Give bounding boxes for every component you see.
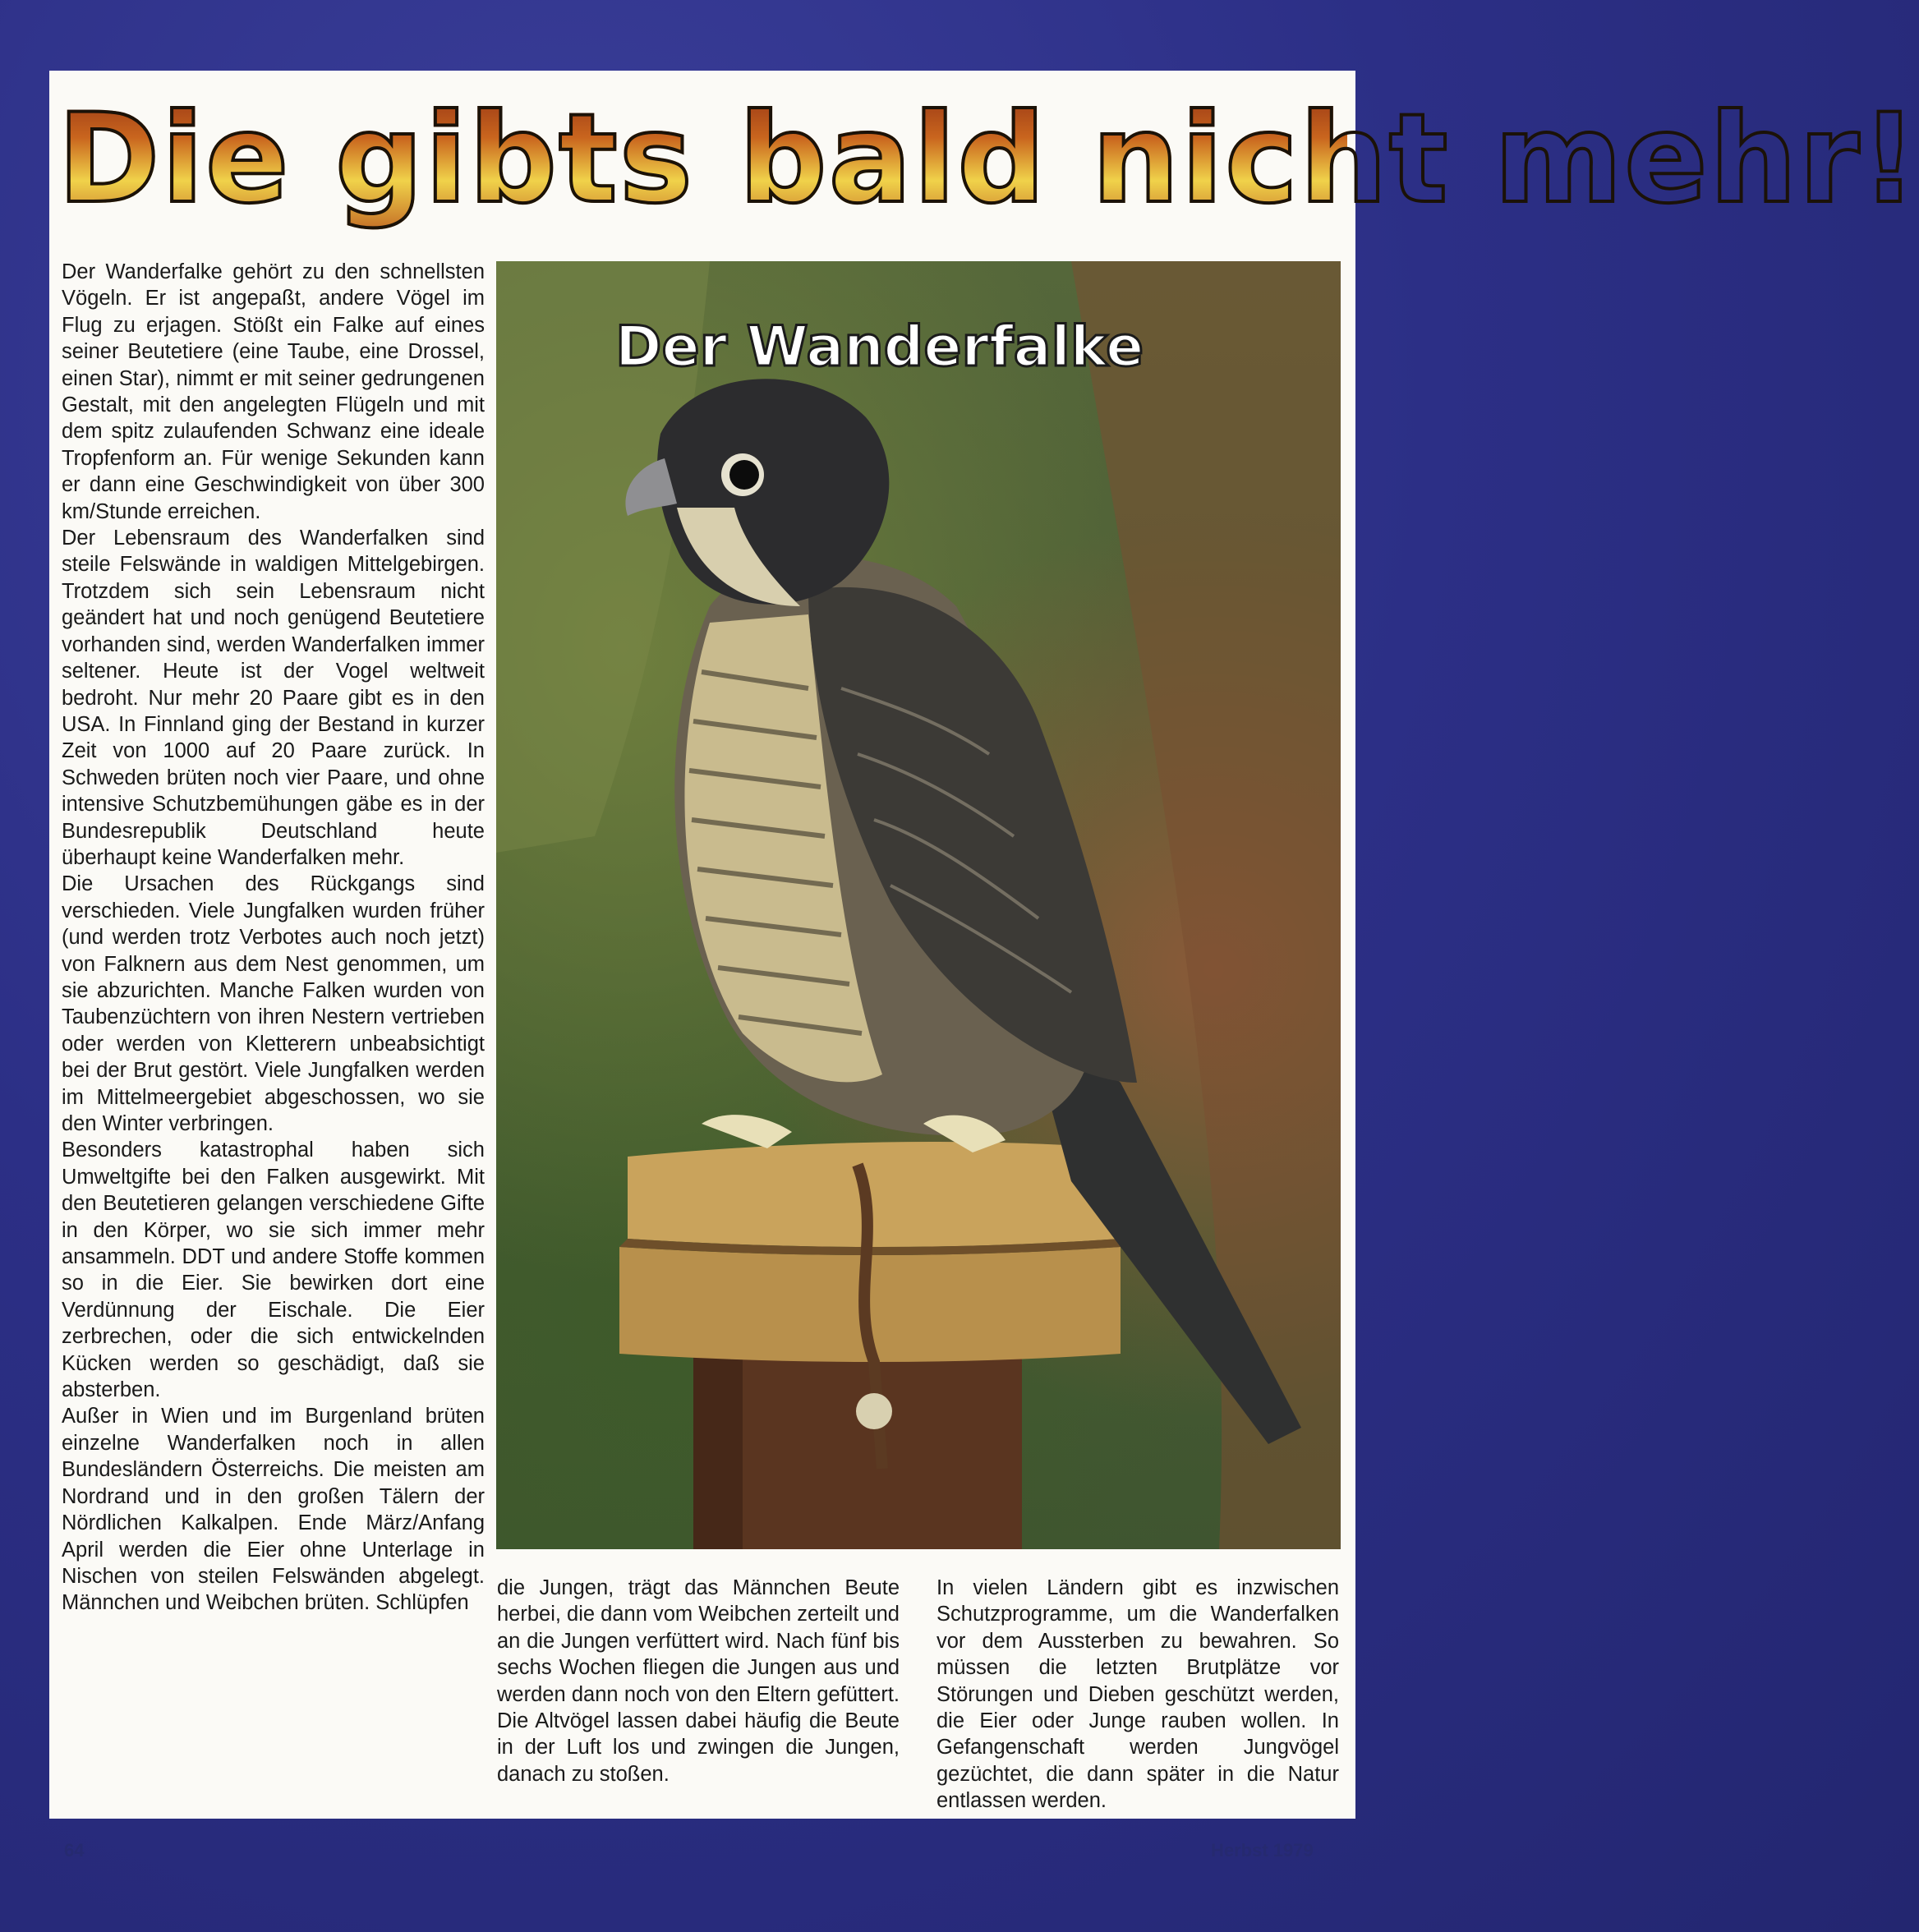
magazine-page <box>49 71 1919 1819</box>
photo-caption: Der Wanderfalke <box>615 315 1144 380</box>
article-column-2: die Jungen, trägt das Männchen Beute herbei, die dann vom Weibchen zerteilt und an die Jungen verfüttert wird. Nach fünf bis sechs Wochen fliegen die Jungen aus und werden dann noch von den Eltern gefüttert. Die Altvögel lassen dabei häufig die Beute in der Luft los und zwingen die Jungen, danach zu stoßen. <box>497 1576 900 1786</box>
falcon-photo <box>496 261 1341 1549</box>
page-number: 64 <box>64 1840 85 1861</box>
issue-date: Herbst 1979 <box>1211 1840 1314 1861</box>
falcon-illustration <box>496 261 1341 1549</box>
headline: Die gibts bald nicht mehr! <box>58 77 1347 250</box>
article-column-3: In vielen Ländern gibt es inzwischen Schutzprogramme, um die Wanderfalken vor dem Aussterben zu bewahren. So müssen die letzten Brutplätze vor Störungen und Dieben geschützt werden, die Eier oder Junge rauben wollen. In Gefangenschaft werden Jungvögel gezüchtet, die dann später in die Natur entlassen werden. <box>936 1576 1339 1813</box>
article-column-1: Der Wanderfalke gehört zu den schnellsten Vögeln. Er ist angepaßt, andere Vögel im Flug zu erjagen. Stößt ein Falke auf eines seiner Beutetiere (eine Taube, eine Drossel, einen Star), nimmt er mit seiner gedrungenen Gestalt, mit den angelegten Flügeln und mit dem spitz zulaufenden Schwanz eine ideale Tropfenform an. Für wenige Sekunden kann er dann eine Geschwindigkeit von über 300 km/Stunde erreichen. Der Lebensraum des Wanderfalken sind steile Felswände in waldigen Mittelgebirgen. Trotzdem sich sein Lebensraum nicht geändert hat und noch genügend Beutetiere vorhanden sind, werden Wanderfalken immer seltener. Heute ist der Vogel weltweit bedroht. Nur mehr 20 Paare gibt es in den USA. In Finnland ging der Bestand in kurzer Zeit von 1000 auf 20 Paare zurück. In Schweden brüten noch vier Paare, und ohne intensive Schutzbemühungen gäbe es in der Bundesrepublik Deutschland heute überhaupt keine Wanderfalken mehr. Die Ursachen des Rückgangs sind verschieden. Viele Jungfalken wurden früher (und werden trotz Verbotes auch noch jetzt) von Falknern aus dem Nest genommen, um sie abzurichten. Manche Falken wurden von Taubenzüchtern von ihren Nestern vertrieben oder werden von Kletterern unbeabsichtigt bei der Brut gestört. Viele Jungfalken werden im Mittelmeergebiet abgeschossen, wo sie den Winter verbringen. Besonders katastrophal haben sich Umweltgifte bei den Falken ausgewirkt. Mit den Beutetieren gelangen verschiedene Gifte in den Körper, wo sie sich immer mehr ansammeln. DDT und andere Stoffe kommen so in die Eier. Sie bewirken dort eine Verdünnung der Eischale. Die Eier zerbrechen, oder die sich entwickelnden Kücken werden so geschädigt, daß sie absterben. Außer in Wien und im Burgenland brüten einzelne Wanderfalken noch in allen Bundesländern Österreichs. Die meisten am Nordrand und in den großen Tälern der Nördlichen Kalkalpen. Ende März/Anfang April werden die Eier ohne Unterlage in Nischen von steilen Felswänden abgelegt. Männchen und Weibchen brüten. Schlüpfen <box>62 260 485 1615</box>
